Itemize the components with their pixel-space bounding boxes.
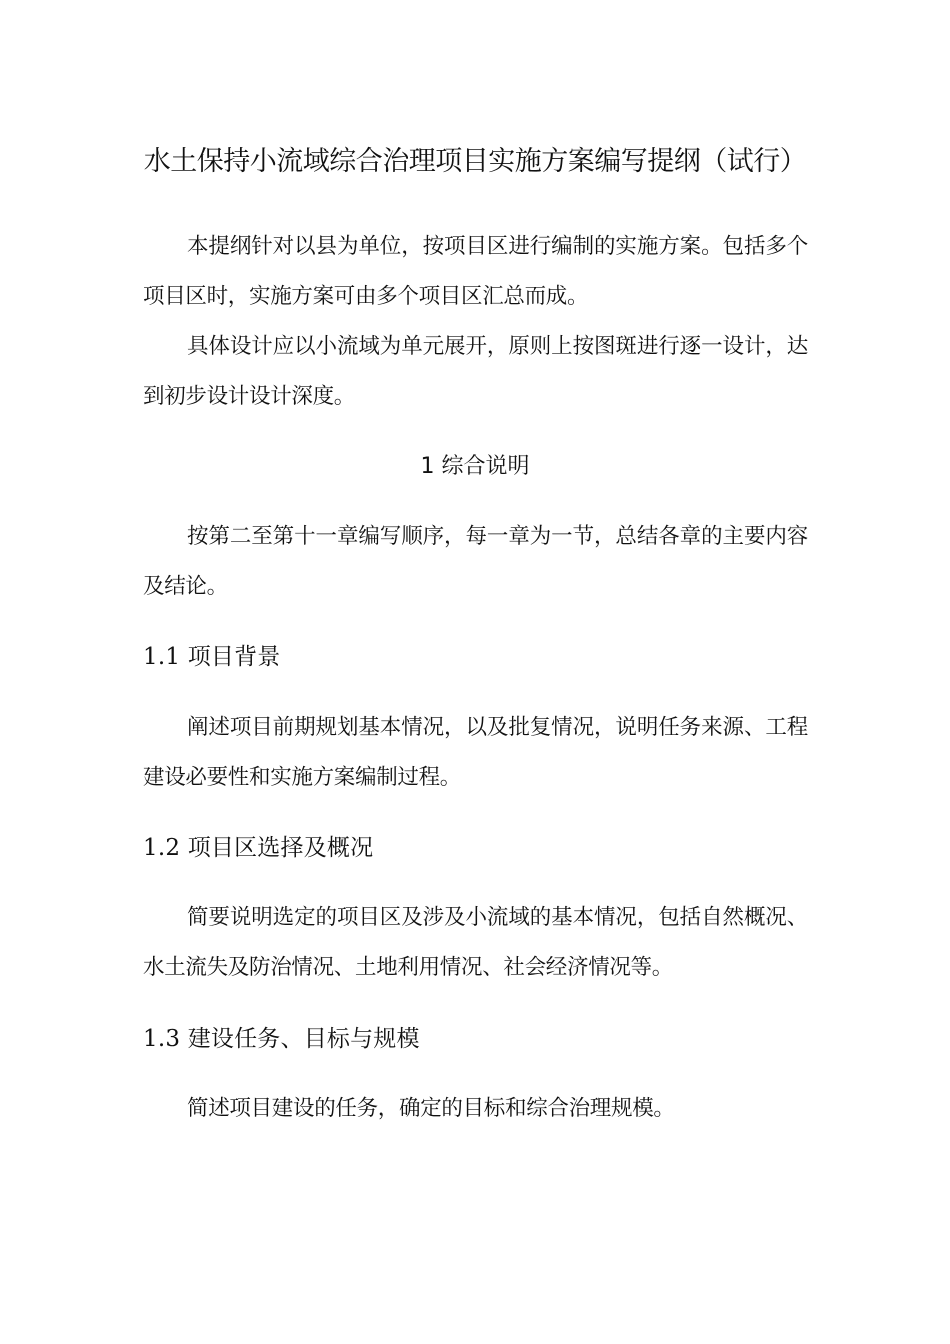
section-1-2-body: 简要说明选定的项目区及涉及小流域的基本情况，包括自然概况、水土流失及防治情况、土地利用情况、社会经济情况等。 (143, 905, 808, 980)
document-title: 水土保持小流域综合治理项目实施方案编写提纲（试行） (143, 146, 807, 177)
chapter-1-heading: 1 综合说明 (420, 454, 530, 479)
section-1-2-heading: 1.2 项目区选择及概况 (143, 835, 374, 861)
section-1-1-body: 阐述项目前期规划基本情况，以及批复情况，说明任务来源、工程建设必要性和实施方案编制过程。 (143, 715, 808, 790)
section-1-3-body: 简述项目建设的任务，确定的目标和综合治理规模。 (187, 1096, 675, 1121)
section-1-1-heading: 1.1 项目背景 (143, 644, 281, 670)
section-1-3-heading: 1.3 建设任务、目标与规模 (143, 1026, 420, 1052)
intro-paragraph-1: 本提纲针对以县为单位，按项目区进行编制的实施方案。包括多个项目区时，实施方案可由多个项目区汇总而成。 (143, 234, 808, 309)
chapter-1-body: 按第二至第十一章编写顺序，每一章为一节，总结各章的主要内容及结论。 (143, 524, 808, 599)
intro-paragraph-2: 具体设计应以小流域为单元展开，原则上按图斑进行逐一设计，达到初步设计设计深度。 (143, 334, 808, 409)
